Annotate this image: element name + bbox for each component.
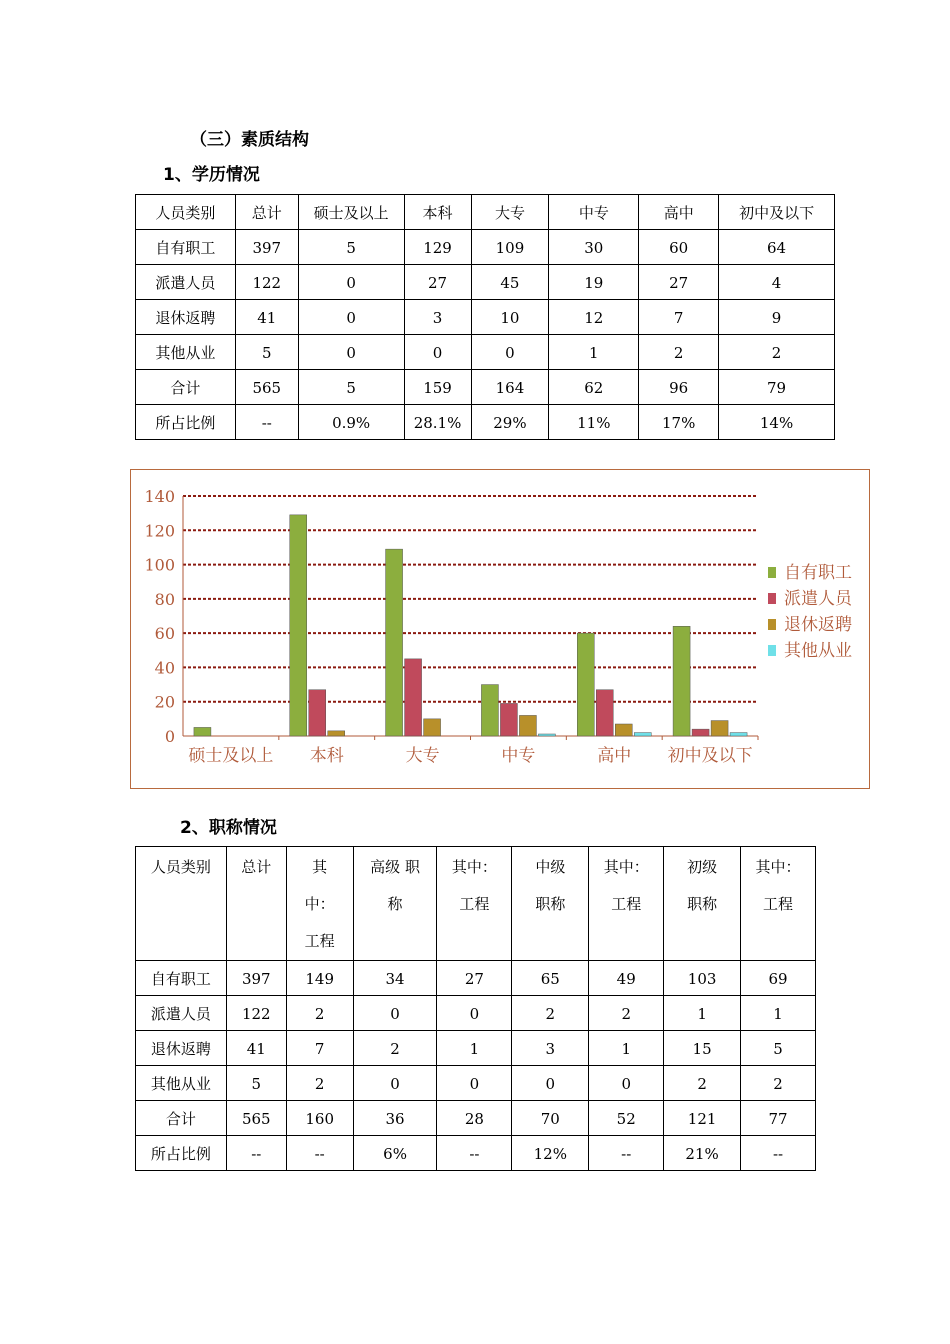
table-row — [136, 1066, 816, 1101]
table-cell: 0 — [512, 1066, 589, 1101]
table-cell: 2 — [664, 1066, 741, 1101]
section-heading: （三）素质结构 — [190, 130, 309, 150]
table-cell: 4 — [719, 265, 835, 300]
bar — [673, 626, 690, 736]
header-cell: 大专 — [471, 195, 549, 230]
table-cell: 其他从业 — [136, 1066, 227, 1101]
table-cell: 96 — [639, 370, 719, 405]
table-cell: 2 — [741, 1066, 816, 1101]
legend-label: 派遣人员 — [784, 589, 852, 609]
table-cell: 自有职工 — [136, 961, 227, 996]
header-cell: 硕士及以上 — [298, 195, 404, 230]
table-row — [136, 370, 835, 405]
header-cell: 高级 职 称 — [353, 847, 437, 961]
table-cell: 9 — [719, 300, 835, 335]
table-cell: 1 — [664, 996, 741, 1031]
table-cell: 41 — [226, 1031, 286, 1066]
legend-swatch — [768, 593, 776, 604]
table-cell: 79 — [719, 370, 835, 405]
header-cell: 中级 职称 — [512, 847, 589, 961]
table-row — [136, 1101, 816, 1136]
table-cell: 2 — [639, 335, 719, 370]
table-cell: 565 — [235, 370, 298, 405]
table-cell: 12% — [512, 1136, 589, 1171]
table-cell: 0.9% — [298, 405, 404, 440]
table-cell: 派遣人员 — [136, 996, 227, 1031]
table-row — [136, 335, 835, 370]
header-cell: 其中： 工程 — [741, 847, 816, 961]
table-cell: 7 — [639, 300, 719, 335]
bar — [730, 733, 747, 736]
table-cell: 1 — [437, 1031, 512, 1066]
table-cell: 0 — [298, 265, 404, 300]
education-heading: 1、学历情况 — [163, 165, 260, 185]
bar — [596, 690, 613, 736]
x-tick-label: 中专 — [501, 746, 536, 766]
bar — [194, 727, 211, 736]
table-cell: 129 — [404, 230, 471, 265]
bar — [692, 729, 709, 736]
x-tick-label: 初中及以下 — [667, 746, 753, 766]
bar — [711, 721, 728, 736]
table-cell: 退休返聘 — [136, 300, 236, 335]
header-cell: 中专 — [549, 195, 639, 230]
table-cell: 5 — [226, 1066, 286, 1101]
table-cell: 其他从业 — [136, 335, 236, 370]
table-cell: 30 — [549, 230, 639, 265]
table-cell: 0 — [437, 1066, 512, 1101]
bar — [481, 685, 498, 736]
header-cell: 总计 — [226, 847, 286, 961]
table-cell: 2 — [286, 1066, 353, 1101]
table-cell: 149 — [286, 961, 353, 996]
table-cell: 62 — [549, 370, 639, 405]
bar — [328, 731, 345, 736]
header-cell: 总计 — [235, 195, 298, 230]
table-cell: 0 — [589, 1066, 664, 1101]
table-cell: 45 — [471, 265, 549, 300]
table-cell: -- — [226, 1136, 286, 1171]
table-row — [136, 1031, 816, 1066]
bar-chart — [131, 470, 869, 788]
y-tick-label: 120 — [144, 521, 175, 541]
table-cell: 0 — [353, 1066, 437, 1101]
header-cell: 人员类别 — [136, 195, 236, 230]
title-heading: 2、职称情况 — [180, 818, 277, 838]
table-cell: 77 — [741, 1101, 816, 1136]
table-cell: 0 — [404, 335, 471, 370]
table-cell: 5 — [298, 230, 404, 265]
table-cell: 28 — [437, 1101, 512, 1136]
table-header-row — [136, 195, 835, 230]
table-cell: 69 — [741, 961, 816, 996]
x-tick-label: 高中 — [597, 746, 632, 766]
y-tick-label: 60 — [154, 624, 175, 644]
bar — [634, 733, 651, 736]
table-cell: 122 — [226, 996, 286, 1031]
bar — [290, 515, 307, 736]
table-cell: 52 — [589, 1101, 664, 1136]
bar — [386, 549, 403, 736]
table-cell: 27 — [404, 265, 471, 300]
table-cell: 2 — [589, 996, 664, 1031]
table-cell: 0 — [298, 300, 404, 335]
table-cell: 14% — [719, 405, 835, 440]
legend-swatch — [768, 567, 776, 578]
table-cell: 15 — [664, 1031, 741, 1066]
table-cell: 5 — [741, 1031, 816, 1066]
table-cell: 49 — [589, 961, 664, 996]
table-cell: 565 — [226, 1101, 286, 1136]
table-cell: 1 — [549, 335, 639, 370]
table-row — [136, 1136, 816, 1171]
table-cell: -- — [437, 1136, 512, 1171]
table-cell: 7 — [286, 1031, 353, 1066]
x-tick-label: 本科 — [309, 746, 344, 766]
y-tick-label: 140 — [144, 487, 175, 506]
table-row — [136, 996, 816, 1031]
bar — [500, 703, 517, 736]
table-cell: 所占比例 — [136, 1136, 227, 1171]
legend-label: 退休返聘 — [784, 615, 852, 635]
header-cell: 人员类别 — [136, 847, 227, 961]
table-cell: 19 — [549, 265, 639, 300]
legend-label: 其他从业 — [784, 641, 852, 661]
table-cell: 合计 — [136, 1101, 227, 1136]
bar — [405, 659, 422, 736]
table-cell: 28.1% — [404, 405, 471, 440]
header-cell: 本科 — [404, 195, 471, 230]
bar — [538, 734, 555, 736]
table-cell: 27 — [437, 961, 512, 996]
table-cell: 121 — [664, 1101, 741, 1136]
table-cell: 27 — [639, 265, 719, 300]
table-cell: 自有职工 — [136, 230, 236, 265]
table-cell: 12 — [549, 300, 639, 335]
y-tick-label: 80 — [154, 589, 175, 609]
table-cell: 0 — [353, 996, 437, 1031]
table-cell: -- — [741, 1136, 816, 1171]
table-row — [136, 961, 816, 996]
table-cell: 159 — [404, 370, 471, 405]
header-cell: 初中及以下 — [719, 195, 835, 230]
x-tick-label: 大专 — [405, 746, 440, 766]
table-cell: -- — [286, 1136, 353, 1171]
table-cell: 2 — [719, 335, 835, 370]
table-cell: 2 — [286, 996, 353, 1031]
y-tick-label: 40 — [154, 658, 175, 678]
education-chart — [130, 469, 870, 789]
table-cell: 0 — [298, 335, 404, 370]
table-cell: 1 — [741, 996, 816, 1031]
table-cell: 70 — [512, 1101, 589, 1136]
table-cell: 34 — [353, 961, 437, 996]
table-cell: 397 — [226, 961, 286, 996]
table-cell: 所占比例 — [136, 405, 236, 440]
table-cell: 0 — [437, 996, 512, 1031]
table-cell: 3 — [512, 1031, 589, 1066]
bar — [424, 719, 441, 736]
legend-swatch — [768, 645, 776, 656]
education-table — [135, 194, 835, 440]
table-cell: 2 — [353, 1031, 437, 1066]
x-tick-label: 硕士及以上 — [188, 746, 274, 766]
title-table — [135, 846, 816, 1171]
table-cell: 10 — [471, 300, 549, 335]
bar — [309, 690, 326, 736]
table-cell: 0 — [471, 335, 549, 370]
table-cell: 合计 — [136, 370, 236, 405]
table-cell: 6% — [353, 1136, 437, 1171]
table-cell: 退休返聘 — [136, 1031, 227, 1066]
table-cell: 3 — [404, 300, 471, 335]
table-cell: 64 — [719, 230, 835, 265]
table-cell: 5 — [235, 335, 298, 370]
table-row — [136, 405, 835, 440]
table-cell: 397 — [235, 230, 298, 265]
header-cell: 其 中： 工程 — [286, 847, 353, 961]
header-cell: 其中： 工程 — [589, 847, 664, 961]
table-cell: 60 — [639, 230, 719, 265]
table-cell: 65 — [512, 961, 589, 996]
table-cell: 21% — [664, 1136, 741, 1171]
bar — [577, 633, 594, 736]
table-cell: 派遣人员 — [136, 265, 236, 300]
bar — [615, 724, 632, 736]
table-cell: 36 — [353, 1101, 437, 1136]
table-cell: 41 — [235, 300, 298, 335]
table-cell: -- — [589, 1136, 664, 1171]
table-cell: 17% — [639, 405, 719, 440]
table-cell: 122 — [235, 265, 298, 300]
bar — [519, 715, 536, 736]
table-cell: -- — [235, 405, 298, 440]
table-cell: 5 — [298, 370, 404, 405]
table-cell: 109 — [471, 230, 549, 265]
table-cell: 2 — [512, 996, 589, 1031]
header-cell: 高中 — [639, 195, 719, 230]
y-tick-label: 0 — [164, 727, 175, 746]
y-tick-label: 100 — [144, 555, 175, 575]
header-cell: 初级 职称 — [664, 847, 741, 961]
legend-label: 自有职工 — [784, 563, 852, 583]
table-cell: 11% — [549, 405, 639, 440]
table-row — [136, 230, 835, 265]
table-cell: 29% — [471, 405, 549, 440]
legend-swatch — [768, 619, 776, 630]
header-cell: 其中： 工程 — [437, 847, 512, 961]
table-cell: 164 — [471, 370, 549, 405]
table-row — [136, 265, 835, 300]
table-cell: 1 — [589, 1031, 664, 1066]
table-row — [136, 300, 835, 335]
table-cell: 103 — [664, 961, 741, 996]
y-tick-label: 20 — [154, 692, 175, 712]
table-header-row — [136, 847, 816, 961]
table-cell: 160 — [286, 1101, 353, 1136]
